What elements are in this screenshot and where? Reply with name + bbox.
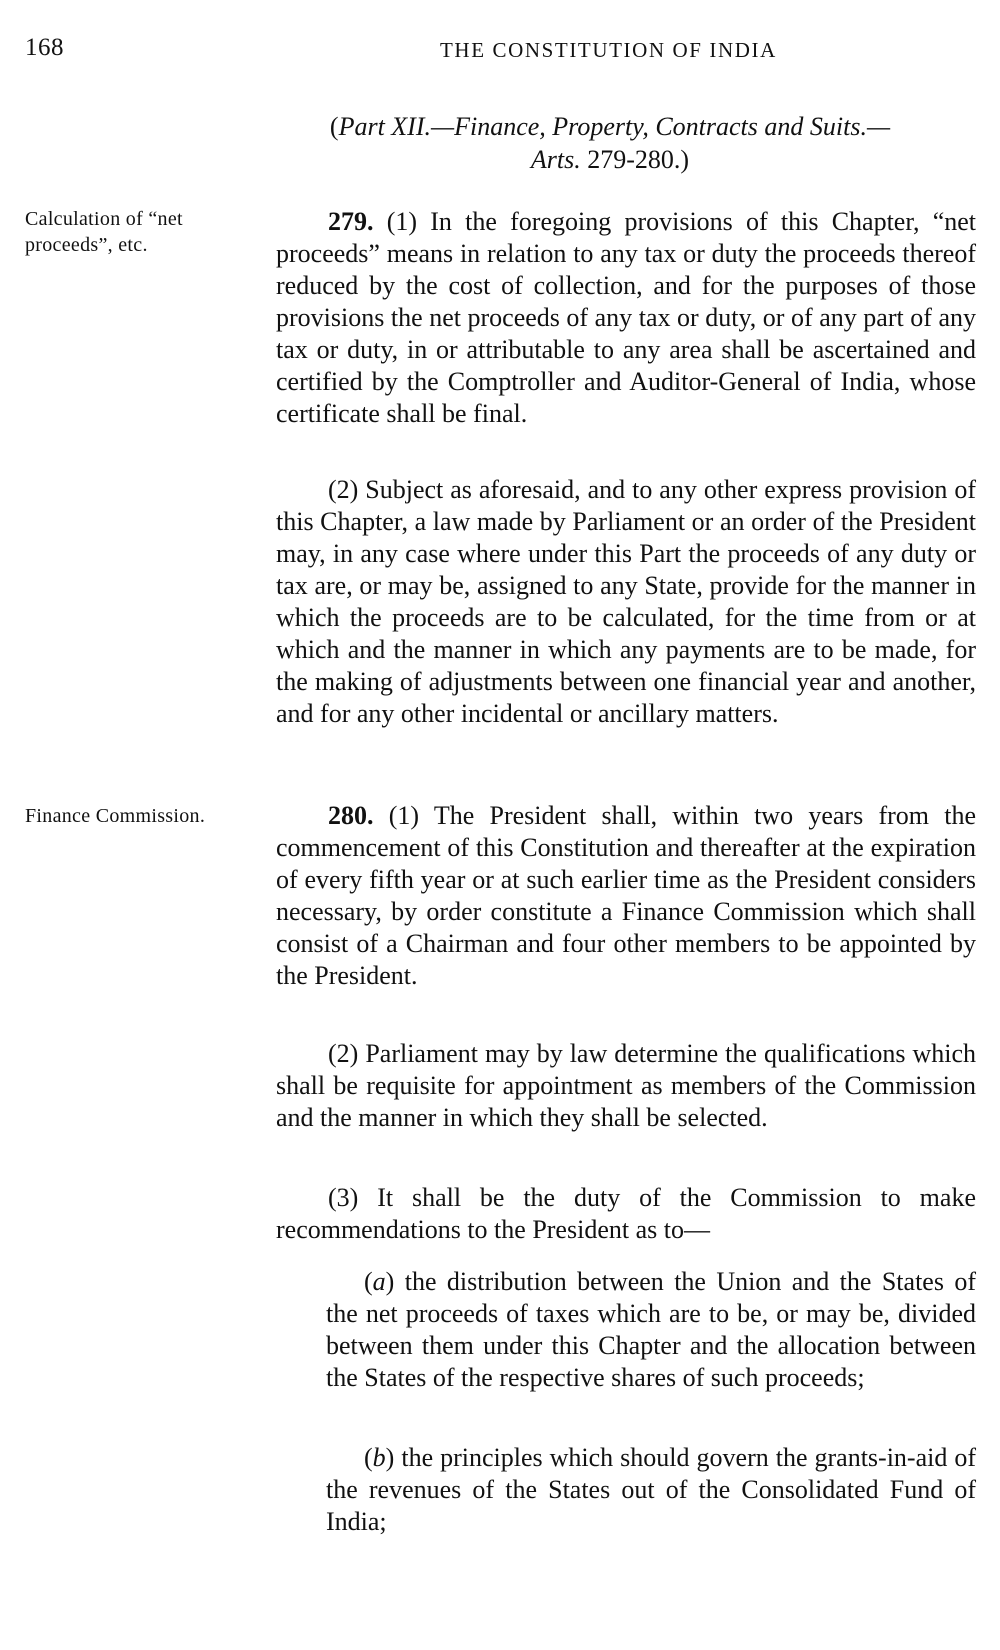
art279-clause1-text: (1) In the foregoing provisions of this Chapter, “net proceeds” means in relation to any tax or duty the proceeds thereof reduced by the cost of collection, and for the purposes of those provisions the net proceeds of any tax or duty, or of any part of any tax or duty, in or attributable to any area shall be ascertained and certified by the Comptroller and Auditor-General of India, whose certificate shall be final. [276,207,976,428]
art280-number: 280. [328,801,374,830]
item-a-text: the distribution between the Union and the States of the net proceeds of taxes which are to be, or may be, divided between them under this Chapter and the allocation between the States of the respective shares of such proceeds; [326,1267,976,1392]
part-heading-open-paren: ( [329,112,339,141]
page-number: 168 [25,34,64,61]
item-b-label: b [372,1443,386,1472]
art280-clause3: (3) It shall be the duty of the Commission to make recommendations to the President as to— [276,1183,976,1244]
margin-note-art279: Calculation of “net proceeds”, etc. [25,208,183,256]
art280-clause2: (2) Parliament may by law determine the qualifications which shall be requisite for appointment as members of the Commission and the manner in which they shall be selected. [276,1039,976,1132]
art279-clause1 [276,206,976,430]
item-a-label: a [372,1267,386,1296]
part-heading-line1: Part XII.—Finance, Property, Contracts and Suits.— [338,112,891,141]
item-b-text: the principles which should govern the grants-in-aid of the revenues of the States out of the Consolidated Fund of India; [326,1443,976,1536]
margin-note-art280: Finance Commission. [25,805,206,827]
art280-clause1 [276,800,976,992]
part-heading-arts: Arts. [530,145,581,174]
art280-item-a: (a) the distribution between the Union and the States of the net proceeds of taxes which are to be, or may be, divided between them under this Chapter and the allocation between the States of the respective shares of such proceeds; [326,1267,976,1392]
art279-clause2: (2) Subject as aforesaid, and to any other express provision of this Chapter, a law made by Parliament or an order of the President may, in any case where under this Part the proceeds of any duty or tax are, or may be, assigned to any State, provide for the manner in which the proceeds are to be calculated, for the time from or at which and the manner in which any payments are to be made, for the making of adjustments between one financial year and another, and for any other incidental or ancillary matters. [276,475,976,728]
part-heading-range: 279-280.) [580,145,690,174]
art279-number: 279. [328,207,374,236]
part-heading [280,110,940,176]
running-title: THE CONSTITUTION OF INDIA [440,38,777,62]
art280-item-b: (b) the principles which should govern the grants-in-aid of the revenues of the States out of the Consolidated Fund of India; [326,1443,976,1536]
art280-clause1-text: (1) The President shall, within two years from the commencement of this Constitution and thereafter at the expiration of every fifth year or at such earlier time as the President considers necessary, by order constitute a Finance Commission which shall consist of a Chairman and four other members to be appointed by the President. [276,801,976,990]
